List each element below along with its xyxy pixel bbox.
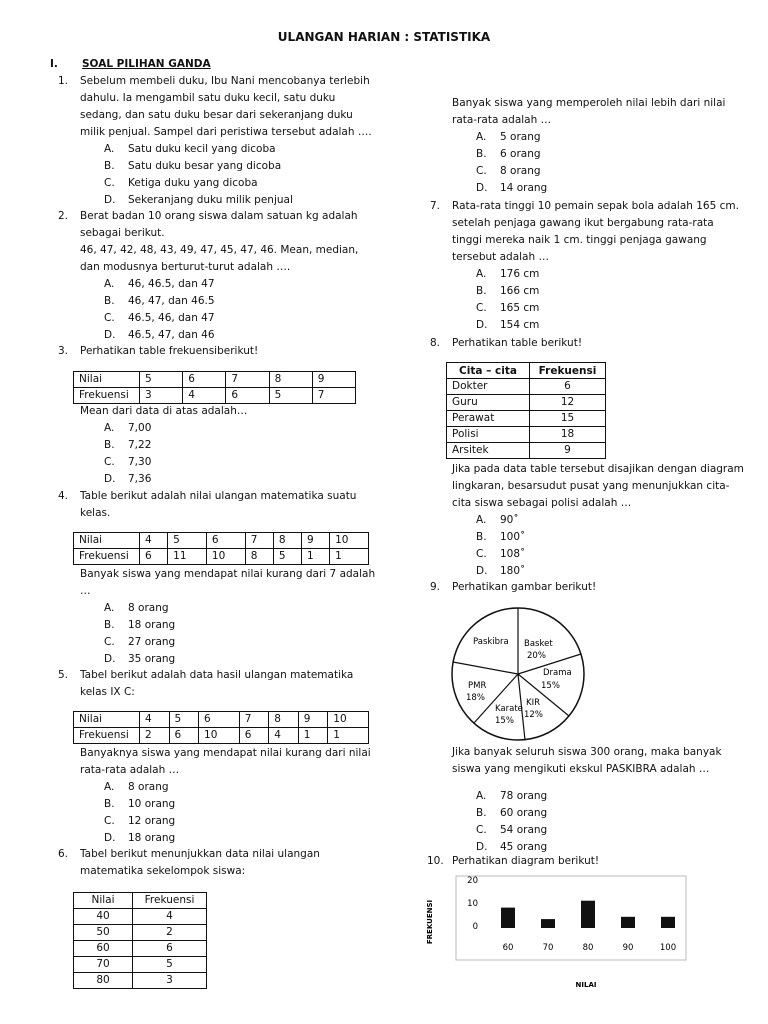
- question-number: 8.: [430, 337, 441, 349]
- option-text: 12 orang: [128, 815, 176, 827]
- pie-label-paskibra: Paskibra: [473, 637, 509, 647]
- question-text: tersebut adalah …: [452, 251, 549, 263]
- section-number: I.: [50, 58, 58, 70]
- table-cell: Guru: [447, 395, 530, 411]
- option-text: 166 cm: [500, 285, 540, 297]
- option-d[interactable]: [476, 180, 752, 197]
- option-letter: C.: [104, 456, 115, 468]
- table-cell: 4: [140, 712, 170, 728]
- table-row: [74, 925, 207, 941]
- option-letter: C.: [476, 548, 487, 560]
- option-text: 7,36: [128, 473, 152, 485]
- question-number: 7.: [430, 200, 441, 212]
- option-d[interactable]: [104, 327, 380, 344]
- option-text: Satu duku kecil yang dicoba: [128, 143, 276, 155]
- option-text: 7,30: [128, 456, 152, 468]
- option-text: Satu duku besar yang dicoba: [128, 160, 282, 172]
- option-letter: A.: [476, 514, 487, 526]
- question-3-body: [80, 403, 380, 488]
- bar-70: [541, 919, 555, 928]
- option-a[interactable]: [104, 141, 380, 158]
- option-text: 46.5, 46, dan 47: [128, 312, 215, 324]
- option-c[interactable]: [476, 163, 752, 180]
- option-letter: C.: [104, 177, 115, 189]
- option-c[interactable]: [104, 175, 380, 192]
- option-text: 7,22: [128, 439, 152, 451]
- question-9: [430, 579, 752, 596]
- option-text: 154 cm: [500, 319, 540, 331]
- option-text: 6 orang: [500, 148, 541, 160]
- table-cell: 2: [133, 925, 207, 941]
- question-text: matematika sekelompok siswa:: [80, 865, 246, 877]
- table-cell: 15: [530, 411, 606, 427]
- question-text: Mean dari data di atas adalah…: [80, 405, 248, 417]
- option-text: 78 orang: [500, 790, 548, 802]
- question-number: 9.: [430, 581, 441, 593]
- question-text: …: [80, 585, 91, 597]
- option-letter: D.: [104, 832, 116, 844]
- table-cell: 18: [530, 427, 606, 443]
- question-text: tinggi mereka naik 1 cm. tinggi penjaga gawang: [452, 234, 707, 246]
- option-letter: C.: [476, 302, 487, 314]
- question-text: Rata-rata tinggi 10 pemain sepak bola adalah 165 cm.: [452, 200, 739, 212]
- question-text: Perhatikan diagram berikut!: [452, 855, 600, 867]
- question-text: rata-rata adalah …: [452, 114, 552, 126]
- option-letter: B.: [104, 160, 115, 172]
- option-b[interactable]: [476, 805, 752, 822]
- table-cell: 3: [140, 388, 183, 404]
- table-row: [447, 395, 606, 411]
- option-letter: D.: [476, 319, 488, 331]
- x-tick-label: 100: [659, 943, 677, 953]
- question-text: Tabel berikut adalah data hasil ulangan matematika: [80, 669, 354, 681]
- option-text: 10 orang: [128, 798, 176, 810]
- pie-value-drama: 15%: [541, 681, 560, 691]
- question-6-body: [452, 95, 752, 197]
- question-text: Jika banyak seluruh siswa 300 orang, maka banyak: [452, 746, 722, 758]
- option-b[interactable]: [104, 437, 380, 454]
- option-letter: A.: [104, 422, 115, 434]
- table-cell: 9: [312, 372, 355, 388]
- table-cell: 12: [530, 395, 606, 411]
- option-d[interactable]: [104, 192, 380, 209]
- score-table: [73, 892, 207, 989]
- option-d[interactable]: [104, 830, 380, 847]
- question-7: [430, 198, 752, 334]
- table-cell: 9: [298, 712, 328, 728]
- option-d[interactable]: [476, 563, 752, 580]
- table-cell: 6: [133, 941, 207, 957]
- option-text: 46.5, 47, dan 46: [128, 329, 215, 341]
- table-cell: 10: [330, 533, 369, 549]
- table-cell: 11: [168, 549, 207, 565]
- table-cell: 10: [328, 712, 369, 728]
- table-cell: 5: [133, 957, 207, 973]
- table-header: Nilai: [74, 893, 133, 909]
- option-text: 180˚: [500, 565, 526, 577]
- option-text: 14 orang: [500, 182, 548, 194]
- option-letter: C.: [476, 165, 487, 177]
- question-4-body: [80, 566, 380, 668]
- nilai-bar-chart: [418, 870, 698, 995]
- table-cell: 7: [312, 388, 355, 404]
- table-cell: Polisi: [447, 427, 530, 443]
- bar-60: [501, 908, 515, 928]
- pie-label-pmr: PMR: [468, 681, 487, 691]
- option-text: 27 orang: [128, 636, 176, 648]
- option-a[interactable]: [476, 788, 752, 805]
- question-number: 10.: [427, 855, 444, 867]
- pie-label-karate: Karate: [495, 704, 523, 714]
- question-text: dahulu. Ia mengambil satu duku kecil, satu duku: [80, 92, 336, 104]
- option-letter: A.: [104, 143, 115, 155]
- table-cell: 6: [183, 372, 226, 388]
- question-9-body: [452, 744, 752, 856]
- option-b[interactable]: [476, 529, 752, 546]
- table-cell: 1: [330, 549, 369, 565]
- table-cell: 5: [273, 549, 301, 565]
- pie-label-basket: Basket: [524, 639, 553, 649]
- option-b[interactable]: [104, 293, 380, 310]
- option-text: 8 orang: [128, 602, 169, 614]
- option-letter: B.: [104, 798, 115, 810]
- pie-label-kir: KIR: [526, 698, 540, 708]
- x-tick-label: 70: [542, 943, 554, 953]
- table-cell: 10: [199, 728, 240, 744]
- option-text: 100˚: [500, 531, 526, 543]
- table-row: [447, 443, 606, 459]
- option-text: 18 orang: [128, 619, 176, 631]
- option-b[interactable]: [476, 283, 752, 300]
- option-letter: D.: [104, 473, 116, 485]
- option-c[interactable]: [476, 546, 752, 563]
- question-number: 2.: [58, 210, 69, 222]
- table-cell: Frekuensi: [74, 549, 140, 565]
- option-text: Ketiga duku yang dicoba: [128, 177, 258, 189]
- option-letter: B.: [476, 285, 487, 297]
- table-header: Cita – cita: [447, 363, 530, 379]
- table-cell: 70: [74, 957, 133, 973]
- question-text: cita siswa sebagai polisi adalah …: [452, 497, 632, 509]
- question-number: 5.: [58, 669, 69, 681]
- question-text: kelas.: [80, 507, 111, 519]
- y-axis-label: FREKUENSI: [426, 899, 434, 945]
- question-2: [58, 208, 380, 344]
- table-cell: 10: [206, 549, 245, 565]
- question-number: 4.: [58, 490, 69, 502]
- question-text: Banyak siswa yang memperoleh nilai lebih dari nilai: [452, 97, 726, 109]
- chart-plot-area: [456, 876, 686, 960]
- table-cell: Arsitek: [447, 443, 530, 459]
- option-text: 18 orang: [128, 832, 176, 844]
- option-b[interactable]: [104, 617, 380, 634]
- question-text: 46, 47, 42, 48, 43, 49, 47, 45, 47, 46. Mean, median,: [80, 244, 359, 256]
- option-letter: D.: [104, 194, 116, 206]
- table-cell: 5: [168, 533, 207, 549]
- page-title: ULANGAN HARIAN : STATISTIKA: [277, 30, 491, 44]
- option-text: 45 orang: [500, 841, 548, 853]
- question-number: 1.: [58, 75, 69, 87]
- question-number: 6.: [58, 848, 69, 860]
- y-tick-label: 0: [472, 922, 478, 932]
- question-text: Table berikut adalah nilai ulangan matematika suatu: [80, 490, 357, 502]
- option-text: 54 orang: [500, 824, 548, 836]
- option-letter: D.: [476, 182, 488, 194]
- table-cell: 1: [301, 549, 329, 565]
- option-text: 108˚: [500, 548, 526, 560]
- y-tick-label: 10: [467, 899, 478, 909]
- pie-value-karate: 15%: [495, 716, 514, 726]
- option-letter: B.: [476, 531, 487, 543]
- option-text: 35 orang: [128, 653, 176, 665]
- table-cell: 7: [239, 712, 269, 728]
- question-4: [58, 488, 380, 522]
- section-heading: [50, 58, 211, 70]
- option-letter: A.: [104, 278, 115, 290]
- table-cell: 1: [328, 728, 369, 744]
- option-a[interactable]: [476, 129, 752, 146]
- option-text: 5 orang: [500, 131, 541, 143]
- option-letter: C.: [476, 824, 487, 836]
- question-text: Tabel berikut menunjukkan data nilai ulangan: [80, 848, 320, 860]
- question-text: sedang, dan satu duku besar dari sekeranjang duku: [80, 109, 353, 121]
- option-text: 46, 47, dan 46.5: [128, 295, 215, 307]
- question-6: [58, 846, 380, 880]
- question-number: 3.: [58, 345, 69, 357]
- y-tick-label: 20: [467, 876, 478, 886]
- table-cell: Nilai: [74, 533, 140, 549]
- option-c[interactable]: [476, 300, 752, 317]
- table-row: [74, 941, 207, 957]
- table-cell: 4: [183, 388, 226, 404]
- option-letter: A.: [104, 781, 115, 793]
- option-text: 8 orang: [500, 165, 541, 177]
- question-5-body: [80, 745, 380, 847]
- question-text: Jika pada data table tersebut disajikan dengan diagram: [452, 463, 744, 475]
- option-letter: C.: [104, 815, 115, 827]
- table-cell: 1: [298, 728, 328, 744]
- table-cell: 5: [269, 388, 312, 404]
- ekskul-pie-chart: [448, 604, 588, 744]
- table-cell: 4: [269, 728, 299, 744]
- question-text: Banyaknya siswa yang mendapat nilai kurang dari nilai: [80, 747, 371, 759]
- option-letter: B.: [476, 807, 487, 819]
- pie-label-drama: Drama: [543, 668, 572, 678]
- pie-value-basket: 20%: [527, 651, 546, 661]
- question-text: Sebelum membeli duku, Ibu Nani mencobanya terlebih: [80, 75, 370, 87]
- option-letter: C.: [104, 312, 115, 324]
- option-letter: A.: [104, 602, 115, 614]
- option-c[interactable]: [104, 813, 380, 830]
- table-cell: 5: [169, 712, 199, 728]
- option-letter: A.: [476, 790, 487, 802]
- option-letter: A.: [476, 131, 487, 143]
- question-5: [58, 667, 380, 701]
- option-a[interactable]: [476, 512, 752, 529]
- option-text: 46, 46.5, dan 47: [128, 278, 215, 290]
- option-d[interactable]: [104, 471, 380, 488]
- question-text: Berat badan 10 orang siswa dalam satuan kg adalah: [80, 210, 358, 222]
- table-cell: 3: [133, 973, 207, 989]
- table-cell: Nilai: [74, 372, 140, 388]
- option-b[interactable]: [476, 146, 752, 163]
- question-text: Perhatikan table frekuensiberikut!: [80, 345, 259, 357]
- option-d[interactable]: [104, 651, 380, 668]
- pie-value-pmr: 18%: [466, 693, 485, 703]
- x-axis-label: NILAI: [575, 981, 597, 989]
- x-tick-label: 80: [582, 943, 594, 953]
- table-cell: 7: [226, 372, 269, 388]
- question-text: Banyak siswa yang mendapat nilai kurang dari 7 adalah: [80, 568, 376, 580]
- option-a[interactable]: [476, 266, 752, 283]
- table-row: [74, 909, 207, 925]
- table-cell: 6: [140, 549, 168, 565]
- table-row: [447, 411, 606, 427]
- question-8-body: [452, 461, 752, 580]
- question-text: siswa yang mengikuti ekskul PASKIBRA adalah …: [452, 763, 710, 775]
- table-cell: 6: [199, 712, 240, 728]
- question-text: Perhatikan gambar berikut!: [452, 581, 597, 593]
- option-letter: D.: [104, 329, 116, 341]
- table-row: [447, 379, 606, 395]
- table-cell: 4: [133, 909, 207, 925]
- table-cell: 6: [530, 379, 606, 395]
- table-cell: 7: [245, 533, 273, 549]
- pie-value-kir: 12%: [524, 710, 543, 720]
- career-table: [446, 362, 606, 459]
- option-letter: B.: [104, 439, 115, 451]
- table-cell: 6: [226, 388, 269, 404]
- table-cell: Frekuensi: [74, 728, 140, 744]
- table-row: [74, 973, 207, 989]
- option-d[interactable]: [476, 317, 752, 334]
- table-cell: 4: [140, 533, 168, 549]
- option-a[interactable]: [104, 276, 380, 293]
- option-a[interactable]: [104, 420, 380, 437]
- table-header: Frekuensi: [530, 363, 606, 379]
- option-b[interactable]: [104, 796, 380, 813]
- option-text: 8 orang: [128, 781, 169, 793]
- option-letter: B.: [476, 148, 487, 160]
- question-text: sebagai berikut.: [80, 227, 165, 239]
- table-cell: 8: [269, 712, 299, 728]
- table-cell: Frekuensi: [74, 388, 140, 404]
- question-text: Perhatikan table berikut!: [452, 337, 583, 349]
- question-8: [430, 335, 752, 352]
- table-cell: 8: [273, 533, 301, 549]
- frequency-table: [73, 371, 356, 404]
- option-text: 60 orang: [500, 807, 548, 819]
- frequency-table: [73, 711, 369, 744]
- option-c[interactable]: [104, 454, 380, 471]
- bar-100: [661, 917, 675, 928]
- x-tick-label: 90: [622, 943, 634, 953]
- table-cell: 6: [206, 533, 245, 549]
- table-cell: 60: [74, 941, 133, 957]
- question-10: [427, 853, 752, 870]
- table-cell: 80: [74, 973, 133, 989]
- option-text: 176 cm: [500, 268, 540, 280]
- table-cell: Perawat: [447, 411, 530, 427]
- table-cell: 6: [239, 728, 269, 744]
- x-tick-label: 60: [502, 943, 514, 953]
- option-c[interactable]: [476, 822, 752, 839]
- table-cell: 50: [74, 925, 133, 941]
- table-cell: 2: [140, 728, 170, 744]
- table-cell: 6: [169, 728, 199, 744]
- option-text: Sekeranjang duku milik penjual: [128, 194, 293, 206]
- option-text: 165 cm: [500, 302, 540, 314]
- option-text: 90˚: [500, 514, 519, 526]
- option-letter: C.: [104, 636, 115, 648]
- option-letter: D.: [476, 841, 488, 853]
- table-header: Frekuensi: [133, 893, 207, 909]
- option-a[interactable]: [104, 600, 380, 617]
- table-cell: 5: [140, 372, 183, 388]
- question-text: kelas IX C:: [80, 686, 135, 698]
- option-c[interactable]: [104, 634, 380, 651]
- table-cell: 40: [74, 909, 133, 925]
- table-cell: 8: [269, 372, 312, 388]
- question-text: lingkaran, besarsudut pusat yang menunjukkan cita-: [452, 480, 730, 492]
- section-label: SOAL PILIHAN GANDA: [82, 58, 211, 70]
- option-letter: A.: [476, 268, 487, 280]
- option-letter: B.: [104, 619, 115, 631]
- option-b[interactable]: [104, 158, 380, 175]
- option-a[interactable]: [104, 779, 380, 796]
- option-letter: D.: [104, 653, 116, 665]
- table-cell: Nilai: [74, 712, 140, 728]
- question-text: rata-rata adalah …: [80, 764, 180, 776]
- question-text: setelah penjaga gawang ikut bergabung rata-rata: [452, 217, 714, 229]
- option-letter: B.: [104, 295, 115, 307]
- option-c[interactable]: [104, 310, 380, 327]
- table-row: [447, 427, 606, 443]
- table-row: [74, 957, 207, 973]
- table-cell: Dokter: [447, 379, 530, 395]
- table-cell: 8: [245, 549, 273, 565]
- option-text: 7,00: [128, 422, 152, 434]
- table-cell: 9: [301, 533, 329, 549]
- bar-80: [581, 901, 595, 928]
- question-text: dan modusnya berturut-turut adalah ….: [80, 261, 291, 273]
- bar-90: [621, 917, 635, 928]
- question-text: milik penjual. Sampel dari peristiwa tersebut adalah ….: [80, 126, 372, 138]
- table-cell: 9: [530, 443, 606, 459]
- option-letter: D.: [476, 565, 488, 577]
- frequency-table: [73, 532, 369, 565]
- question-3: [58, 343, 380, 360]
- question-1: [58, 73, 380, 209]
